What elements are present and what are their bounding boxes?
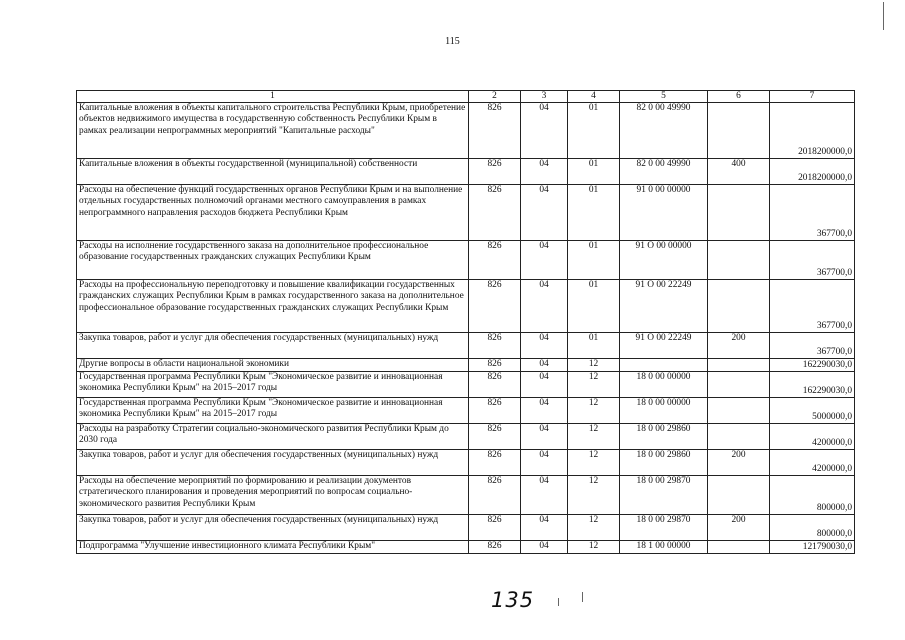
row-section: 04 <box>521 333 568 359</box>
row-description: Государственная программа Республики Крым "Экономическое развитие и инновационная экономика Республики Крым" на 2015–2017 годы <box>77 398 469 424</box>
scan-speck <box>558 598 559 606</box>
row-subsection: 01 <box>568 103 620 159</box>
row-target-article: 18 0 00 29870 <box>620 515 708 541</box>
row-subsection: 01 <box>568 159 620 185</box>
table-row <box>77 280 855 333</box>
table-row <box>77 450 855 476</box>
row-amount: 2018200000,0 <box>770 159 855 185</box>
row-section: 04 <box>521 103 568 159</box>
row-section: 04 <box>521 515 568 541</box>
row-section: 04 <box>521 241 568 280</box>
row-amount: 367700,0 <box>770 280 855 333</box>
row-subsection: 12 <box>568 450 620 476</box>
row-expense-type <box>708 241 770 280</box>
row-subsection: 01 <box>568 185 620 241</box>
row-amount: 367700,0 <box>770 185 855 241</box>
row-amount: 800000,0 <box>770 515 855 541</box>
scan-speck <box>582 592 583 602</box>
row-amount: 162290030,0 <box>770 359 855 372</box>
row-description: Расходы на обеспечение функций государственных органов Республики Крым и на выполнение отдельных государственных полномочий органами местного самоуправления в рамках непрограммного направления расходов бюджета Республики Крым <box>77 185 469 241</box>
row-ministry-code: 826 <box>469 103 521 159</box>
row-amount: 2018200000,0 <box>770 103 855 159</box>
row-ministry-code: 826 <box>469 280 521 333</box>
row-subsection: 12 <box>568 515 620 541</box>
row-description: Закупка товаров, работ и услуг для обеспечения государственных (муниципальных) нужд <box>77 333 469 359</box>
scan-speck <box>883 2 884 30</box>
row-description: Расходы на обеспечение мероприятий по формированию и реализации документов стратегического планирования и проведения мероприятий по вопросам социально-экономического развития Республики Крым <box>77 476 469 515</box>
row-description: Закупка товаров, работ и услуг для обеспечения государственных (муниципальных) нужд <box>77 450 469 476</box>
row-expense-type: 200 <box>708 333 770 359</box>
row-expense-type <box>708 424 770 450</box>
row-amount: 162290030,0 <box>770 372 855 398</box>
row-expense-type <box>708 280 770 333</box>
row-subsection: 12 <box>568 398 620 424</box>
table-row <box>77 103 855 159</box>
row-subsection: 12 <box>568 372 620 398</box>
row-section: 04 <box>521 476 568 515</box>
row-description: Другие вопросы в области национальной экономики <box>77 359 469 372</box>
row-target-article: 18 0 00 00000 <box>620 372 708 398</box>
row-target-article: 91 О 00 00000 <box>620 241 708 280</box>
row-section: 04 <box>521 280 568 333</box>
budget-table <box>76 90 855 554</box>
row-section: 04 <box>521 359 568 372</box>
table-row <box>77 541 855 554</box>
row-description: Подпрограмма "Улучшение инвестиционного климата Республики Крым" <box>77 541 469 554</box>
row-amount: 5000000,0 <box>770 398 855 424</box>
row-subsection: 12 <box>568 476 620 515</box>
row-expense-type <box>708 359 770 372</box>
handwritten-page-number: 135 <box>491 588 535 612</box>
column-header: 3 <box>521 91 568 103</box>
page-number: 115 <box>445 36 460 47</box>
row-description: Расходы на профессиональную переподготовку и повышение квалификации государственных гражданских служащих Республики Крым в рамках государственного заказа на дополнительное профессиональное образование государственных гражданских служащих Республики Крым <box>77 280 469 333</box>
row-expense-type <box>708 541 770 554</box>
column-header-row <box>77 91 855 103</box>
row-expense-type <box>708 476 770 515</box>
row-section: 04 <box>521 424 568 450</box>
row-subsection: 01 <box>568 333 620 359</box>
table-row <box>77 515 855 541</box>
column-header: 5 <box>620 91 708 103</box>
row-amount: 367700,0 <box>770 241 855 280</box>
row-target-article: 18 1 00 00000 <box>620 541 708 554</box>
row-target-article: 91 О 00 22249 <box>620 333 708 359</box>
row-subsection: 12 <box>568 541 620 554</box>
row-amount: 800000,0 <box>770 476 855 515</box>
row-section: 04 <box>521 398 568 424</box>
row-amount: 4200000,0 <box>770 424 855 450</box>
column-header: 7 <box>770 91 855 103</box>
column-header: 6 <box>708 91 770 103</box>
row-ministry-code: 826 <box>469 359 521 372</box>
table-row <box>77 424 855 450</box>
row-description: Расходы на исполнение государственного заказа на дополнительное профессиональное образование государственных гражданских служащих Республики Крым <box>77 241 469 280</box>
row-ministry-code: 826 <box>469 424 521 450</box>
row-description: Государственная программа Республики Крым "Экономическое развитие и инновационная экономика Республики Крым" на 2015–2017 годы <box>77 372 469 398</box>
row-amount: 367700,0 <box>770 333 855 359</box>
row-section: 04 <box>521 185 568 241</box>
row-target-article: 82 0 00 49990 <box>620 159 708 185</box>
row-amount: 4200000,0 <box>770 450 855 476</box>
row-section: 04 <box>521 372 568 398</box>
row-ministry-code: 826 <box>469 450 521 476</box>
row-subsection: 12 <box>568 424 620 450</box>
column-header: 4 <box>568 91 620 103</box>
table-row <box>77 185 855 241</box>
table-row <box>77 476 855 515</box>
row-amount: 121790030,0 <box>770 541 855 554</box>
row-subsection: 12 <box>568 359 620 372</box>
table-row <box>77 241 855 280</box>
row-expense-type <box>708 398 770 424</box>
row-expense-type: 200 <box>708 450 770 476</box>
row-target-article: 82 0 00 49990 <box>620 103 708 159</box>
row-target-article: 91 0 00 00000 <box>620 185 708 241</box>
row-target-article: 91 О 00 22249 <box>620 280 708 333</box>
row-ministry-code: 826 <box>469 185 521 241</box>
row-section: 04 <box>521 450 568 476</box>
row-expense-type <box>708 103 770 159</box>
table-row <box>77 372 855 398</box>
row-target-article: 18 0 00 29870 <box>620 476 708 515</box>
row-ministry-code: 826 <box>469 241 521 280</box>
row-subsection: 01 <box>568 280 620 333</box>
row-ministry-code: 826 <box>469 515 521 541</box>
table-row <box>77 359 855 372</box>
row-expense-type <box>708 185 770 241</box>
row-description: Расходы на разработку Стратегии социально-экономического развития Республики Крым до 2030 года <box>77 424 469 450</box>
row-section: 04 <box>521 541 568 554</box>
row-ministry-code: 826 <box>469 476 521 515</box>
column-header: 2 <box>469 91 521 103</box>
row-description: Капитальные вложения в объекты капитального строительства Республики Крым, приобретение объектов недвижимого имущества в государственную собственность Республики Крым в рамках реализации непрограммных мероприятий "Капитальные расходы" <box>77 103 469 159</box>
row-description: Закупка товаров, работ и услуг для обеспечения государственных (муниципальных) нужд <box>77 515 469 541</box>
row-ministry-code: 826 <box>469 333 521 359</box>
table-row <box>77 159 855 185</box>
row-target-article <box>620 359 708 372</box>
row-subsection: 01 <box>568 241 620 280</box>
row-section: 04 <box>521 159 568 185</box>
table-row <box>77 333 855 359</box>
table-row <box>77 398 855 424</box>
column-header: 1 <box>77 91 469 103</box>
row-ministry-code: 826 <box>469 398 521 424</box>
row-ministry-code: 826 <box>469 541 521 554</box>
row-ministry-code: 826 <box>469 159 521 185</box>
row-description: Капитальные вложения в объекты государственной (муниципальной) собственности <box>77 159 469 185</box>
row-expense-type: 200 <box>708 515 770 541</box>
row-target-article: 18 0 00 29860 <box>620 424 708 450</box>
row-target-article: 18 0 00 00000 <box>620 398 708 424</box>
row-expense-type <box>708 372 770 398</box>
row-expense-type: 400 <box>708 159 770 185</box>
row-target-article: 18 0 00 29860 <box>620 450 708 476</box>
row-ministry-code: 826 <box>469 372 521 398</box>
